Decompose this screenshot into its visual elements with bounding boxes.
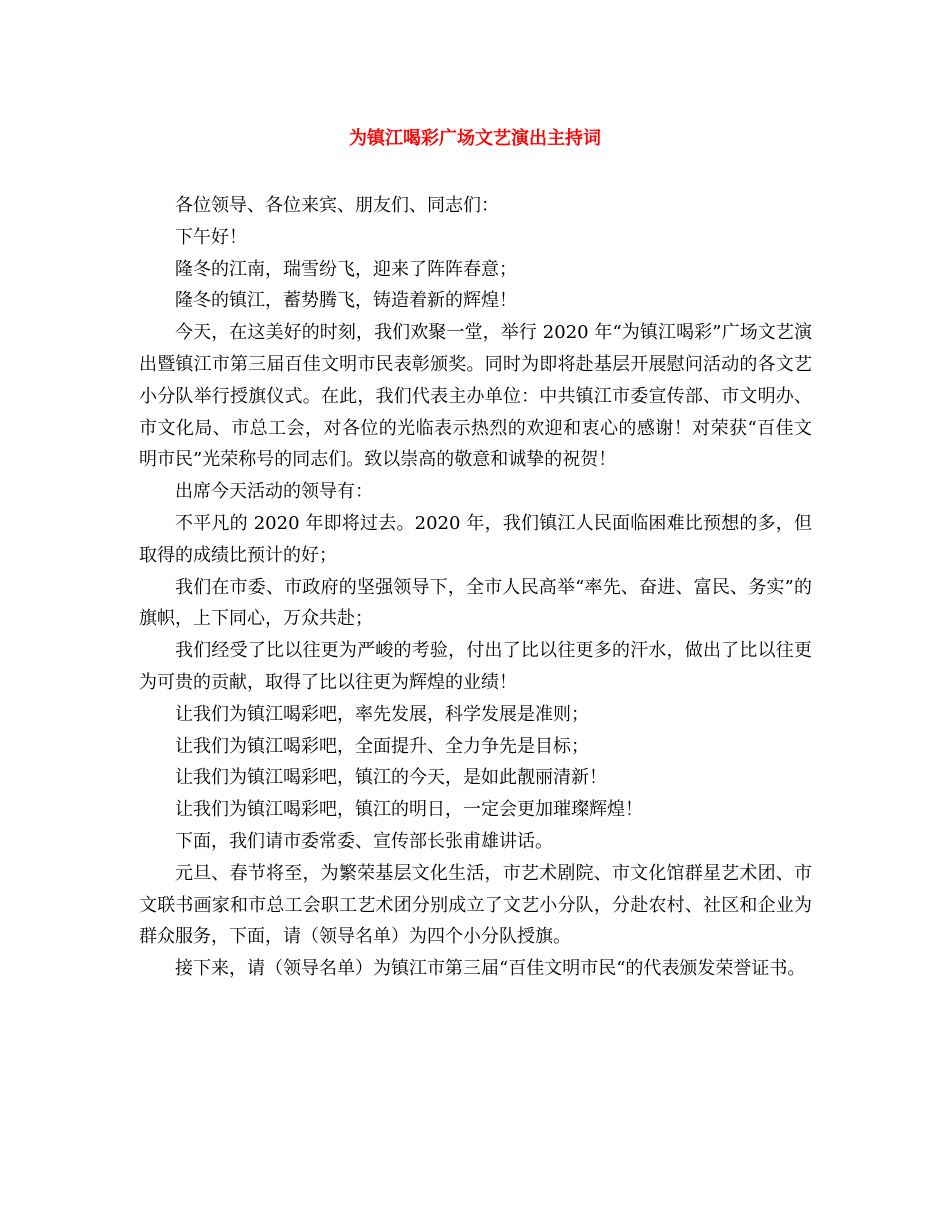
paragraph-greeting: 各位领导、各位来宾、朋友们、同志们： bbox=[175, 195, 499, 216]
paragraph-opening: 今天，在这美好的时刻，我们欢聚一堂，举行 2020 年“为镇江喝彩”广场文艺演出暨镇江市第三届百佳文明市民表彰颁奖。同时为即将赴基层开展慰问活动的各文艺小分队举行授旗仪式。在此，我们代表主办单位：中共镇江市委宣传部、市文明办、市文化局、市总工会，对各位的光临表示热烈的欢迎和衷心的感谢！对荣获“百佳文明市民”光荣称号的同志们。致以崇高的敬意和诚挚的祝贺！ bbox=[139, 322, 812, 471]
paragraph-cheer-1: 让我们为镇江喝彩吧，率先发展，科学发展是准则； bbox=[175, 703, 589, 725]
paragraph-good-afternoon: 下午好！ bbox=[175, 226, 247, 248]
paragraph-leaders: 出席今天活动的领导有： bbox=[175, 481, 373, 503]
paragraph-certificates: 接下来，请（领导名单）为镇江市第三届“百佳文明市民“的代表颁发荣誉证书。 bbox=[175, 958, 806, 980]
paragraph-flag-ceremony: 元旦、春节将至，为繁荣基层文化生活，市艺术剧院、市文化馆群星艺术团、市文联书画家和市总工会职工艺术团分别成立了文艺小分队，分赴农村、社区和企业为群众服务，下面，请（领导名单）为四个小分队授旗。 bbox=[139, 862, 812, 948]
paragraph-cheer-4: 让我们为镇江喝彩吧，镇江的明日，一定会更加璀璨辉煌！ bbox=[175, 799, 643, 821]
document-body bbox=[139, 190, 812, 985]
paragraph-year-review: 不平凡的 2020 年即将过去。2020 年，我们镇江人民面临困难比预想的多，但取得的成绩比预计的好； bbox=[139, 512, 812, 566]
paragraph-jiangnan: 隆冬的江南，瑞雪纷飞，迎来了阵阵春意； bbox=[175, 258, 517, 280]
paragraph-speech: 下面，我们请市委常委、宣传部长张甫雄讲话。 bbox=[175, 830, 553, 852]
paragraph-achievements: 我们经受了比以往更为严峻的考验，付出了比以往更多的汗水，做出了比以往更为可贵的贡献，取得了比以往更为辉煌的业绩！ bbox=[139, 640, 812, 693]
paragraph-zhenjiang: 隆冬的镇江，蓄势腾飞，铸造着新的辉煌！ bbox=[175, 290, 517, 312]
document-title: 为镇江喝彩广场文艺演出主持词 bbox=[349, 128, 601, 149]
paragraph-cheer-3: 让我们为镇江喝彩吧，镇江的今天，是如此靓丽清新！ bbox=[175, 767, 607, 789]
paragraph-cheer-2: 让我们为镇江喝彩吧，全面提升、全力争先是目标； bbox=[175, 735, 589, 757]
paragraph-leadership: 我们在市委、市政府的坚强领导下，全市人民高举“率先、奋进、富民、务实”的旗帜，上下同心，万众共赴； bbox=[139, 576, 812, 630]
